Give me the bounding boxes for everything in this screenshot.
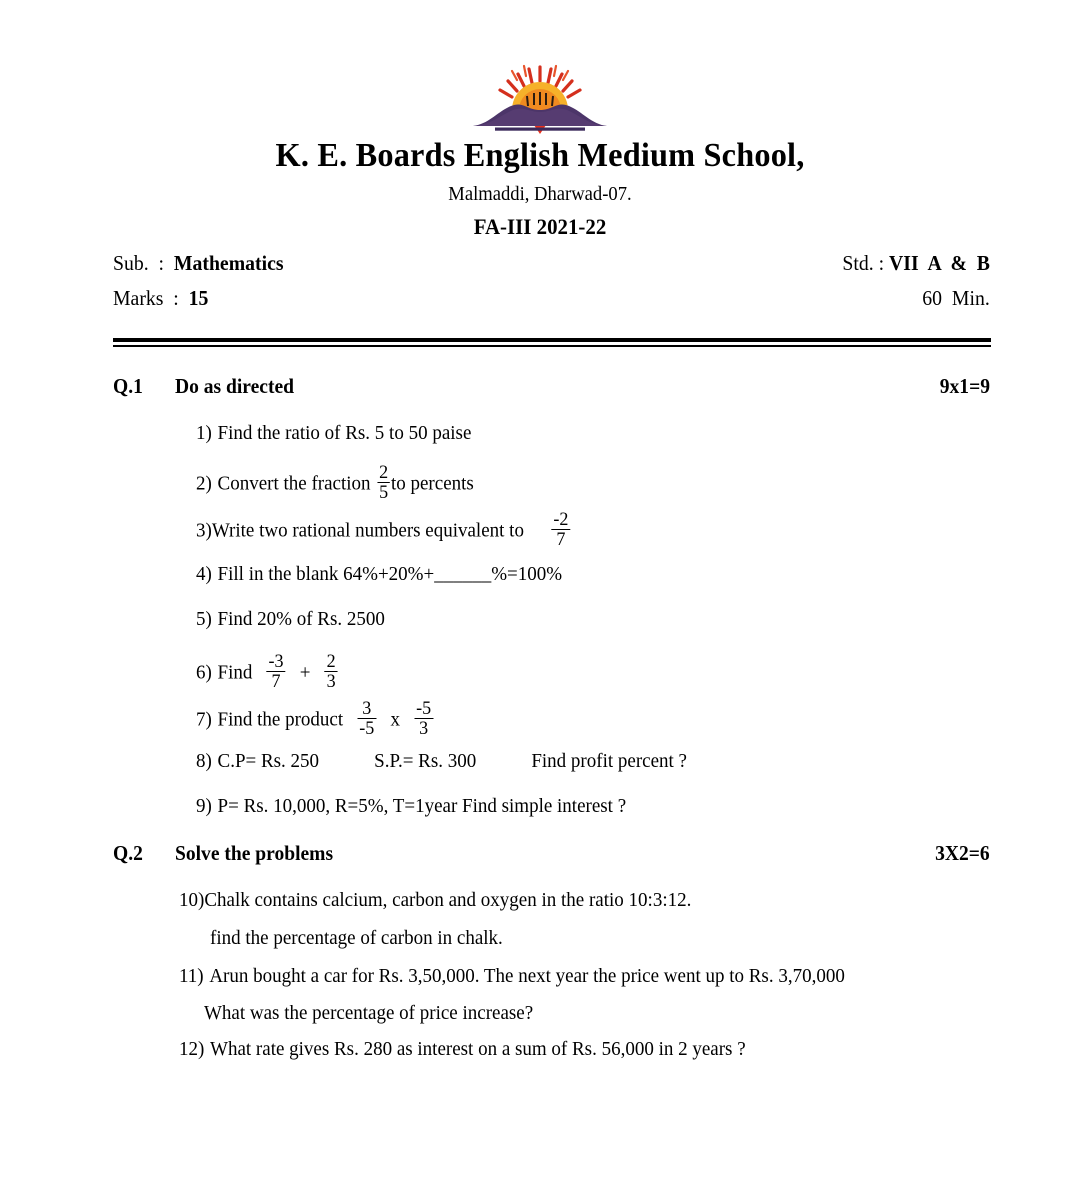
section-marks-q1: 9x1=9 xyxy=(939,374,990,398)
section-number-q1: Q.1 xyxy=(113,374,143,398)
school-name-heading: K. E. Boards English Medium School, xyxy=(275,137,805,174)
fraction-denominator: 5 xyxy=(379,482,389,504)
fraction-denominator: 3 xyxy=(419,718,429,740)
question-item-5 xyxy=(196,606,385,632)
question-text-4: Fill in the blank 64%+20%+______%=100% xyxy=(217,563,563,585)
fraction-denominator: 7 xyxy=(556,529,566,551)
fraction-numerator: -3 xyxy=(268,651,284,672)
question-item-7 xyxy=(196,700,434,740)
question-text-7-pre: Find the product xyxy=(217,708,344,731)
question-item-11-line2 xyxy=(204,1000,533,1026)
question-item-11 xyxy=(179,963,845,989)
question-label-9: 9) xyxy=(196,795,212,817)
question-text-10-line2: find the percentage of carbon in chalk. xyxy=(210,927,503,949)
question-item-9 xyxy=(196,793,626,819)
standard-value: VII A & B xyxy=(889,251,990,275)
duration-value: 60 Min. xyxy=(922,286,990,310)
question-label-1: 1) xyxy=(196,422,212,444)
question-text-8-cp: C.P= Rs. 250 xyxy=(217,750,320,772)
sunrise-over-mountains-logo-icon xyxy=(469,64,611,136)
meta-row-subject-standard xyxy=(113,250,990,276)
question-text-9: P= Rs. 10,000, R=5%, T=1year Find simple interest ? xyxy=(217,795,627,817)
question-label-7: 7) xyxy=(196,708,212,731)
school-address: Malmaddi, Dharwad-07. xyxy=(448,183,632,205)
fraction-denominator: -5 xyxy=(359,718,375,740)
fraction-3-neg5 xyxy=(357,699,376,739)
section-title-q1: Do as directed xyxy=(175,374,294,398)
subject-label: Sub. : xyxy=(113,251,174,275)
fraction-neg5-3 xyxy=(414,699,433,739)
fraction-numerator: -2 xyxy=(553,509,569,530)
fraction-neg3-7 xyxy=(267,652,286,692)
standard-field xyxy=(842,250,990,276)
section-heading-q2 xyxy=(113,840,990,866)
fraction-denominator: 3 xyxy=(326,671,336,693)
section-marks-q2: 3X2=6 xyxy=(935,841,990,865)
fraction-numerator: 2 xyxy=(379,462,389,483)
question-label-6: 6) xyxy=(196,661,212,684)
header-divider xyxy=(113,338,991,348)
subject-value: Mathematics xyxy=(173,251,284,275)
question-text-8-sp: S.P.= Rs. 300 xyxy=(374,750,477,772)
divider-rule-thick xyxy=(113,338,991,342)
fraction-numerator: 2 xyxy=(326,651,336,672)
fraction-denominator: 7 xyxy=(271,671,281,693)
question-label-4: 4) xyxy=(196,563,212,585)
marks-value: 15 xyxy=(188,286,209,310)
fraction-2-3 xyxy=(325,652,338,692)
question-text-2-post: to percents xyxy=(390,472,474,495)
question-item-6 xyxy=(196,653,338,693)
subject-field xyxy=(113,250,284,276)
operator-multiply: x xyxy=(390,708,400,731)
question-text-1: Find the ratio of Rs. 5 to 50 paise xyxy=(217,422,472,444)
exam-title: FA-III 2021-22 xyxy=(473,214,607,239)
question-text-5: Find 20% of Rs. 2500 xyxy=(217,608,385,630)
question-text-6-pre: Find xyxy=(217,661,253,684)
marks-field xyxy=(113,285,208,311)
question-item-2 xyxy=(196,464,474,504)
question-text-8-ask: Find profit percent ? xyxy=(531,750,687,772)
section-number-q2: Q.2 xyxy=(113,841,143,865)
fraction-numerator: -5 xyxy=(416,698,432,719)
question-text-12: What rate gives Rs. 280 as interest on a sum of Rs. 56,000 in 2 years ? xyxy=(210,1038,746,1060)
question-item-10 xyxy=(179,887,691,913)
section-heading-q1 xyxy=(113,373,990,399)
question-label-11: 11) xyxy=(179,965,204,987)
question-label-2: 2) xyxy=(196,472,212,495)
question-item-3 xyxy=(196,511,571,551)
question-label-5: 5) xyxy=(196,608,212,630)
question-text-11-line1: Arun bought a car for Rs. 3,50,000. The next year the price went up to Rs. 3,70,000 xyxy=(209,965,845,987)
fraction-neg2-7 xyxy=(552,510,571,550)
question-text-2-pre: Convert the fraction xyxy=(217,472,371,495)
fraction-2-5 xyxy=(377,463,390,503)
meta-row-marks-duration xyxy=(113,285,990,311)
question-item-1 xyxy=(196,420,471,446)
divider-rule-thin xyxy=(113,345,991,347)
question-text-10-line1: Chalk contains calcium, carbon and oxygen in the ratio 10:3:12. xyxy=(204,889,692,911)
question-item-8 xyxy=(196,748,687,774)
question-text-11-line2: What was the percentage of price increase? xyxy=(204,1002,534,1024)
operator-plus: + xyxy=(299,661,311,684)
marks-label: Marks : xyxy=(113,286,189,310)
question-label-10: 10) xyxy=(179,889,205,911)
question-item-12 xyxy=(179,1036,746,1062)
question-text-3-pre: Write two rational numbers equivalent to xyxy=(211,519,524,542)
question-item-10-line2 xyxy=(210,925,503,951)
standard-label: Std. : xyxy=(842,251,890,275)
question-label-3: 3) xyxy=(196,519,212,542)
question-label-8: 8) xyxy=(196,750,212,772)
question-item-4 xyxy=(196,561,562,587)
question-label-12: 12) xyxy=(179,1038,205,1060)
section-title-q2: Solve the problems xyxy=(175,841,334,865)
fraction-numerator: 3 xyxy=(357,699,376,719)
school-logo-container xyxy=(0,64,1080,136)
